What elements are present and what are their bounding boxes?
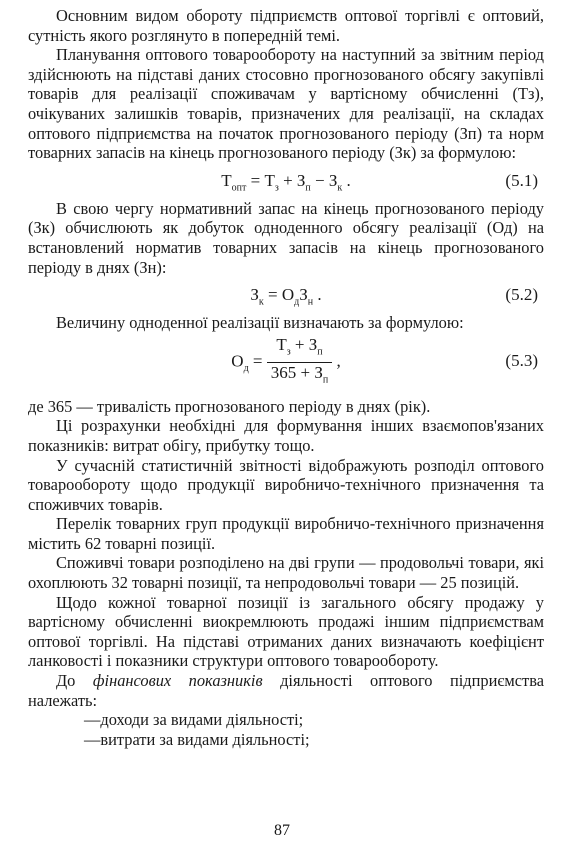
paragraph: Величину одноденної реалізації визначають за формулою: [56, 313, 464, 333]
paragraph: Планування оптового товарообороту на наступний за звітним період здійснюють на підставі даних стосовно прогнозованого обсягу закупівлі товарів для реалізації споживачам у вартісному обчисленні (Тз), очікуваних залишків товарів, призначених для реалізації, на складах оптового підприємства на початок прогнозованого періоду (Зп) та норм товарних запасів на кінець прогнозованого періоду (Зк) за формулою: [28, 45, 544, 163]
formula-number: (5.1) [505, 170, 538, 190]
list-item: —доходи за видами діяльності; [84, 710, 304, 730]
paragraph: В свою чергу нормативний запас на кінець прогнозованого періоду (Зк) обчислюють як добуток одноденного обсягу реалізації (Од) на встановлений норматив товарних запасів на кінець прогнозованого періоду в днях (Зн): [28, 198, 544, 277]
paragraph: У сучасній статистичній звітності відображують розподіл оптового товарообороту щодо продукції виробничо-технічного призначення та споживчих товарів. [28, 455, 544, 514]
list-item: —витрати за видами діяльності; [84, 729, 310, 749]
body-text [28, 6, 544, 749]
formula-number: (5.2) [505, 285, 538, 305]
fraction: $\frac{Т_з + З_п}{365 + З_п}$ [267, 335, 332, 390]
paragraph: Споживчі товари розподілено на дві групи — продовольчі товари, які охоплюють 32 товарні позиції, та непродовольчі товари — 25 позицій. [28, 553, 544, 593]
formula-expression: $З_к = О_дЗ_н$ . [250, 285, 322, 308]
formula-expression: $Т_{опт} = Т_з + З_п - З_к$ . [221, 170, 351, 194]
emphasis: фінансових показників [92, 671, 263, 691]
paragraph: Основним видом обороту підприємств оптової торгівлі є оптовий, сутність якого розглянуто в попередній темі. [28, 6, 544, 45]
page-number: 87 [274, 822, 290, 839]
formula-number: (5.3) [505, 350, 538, 370]
formula-5-2 [28, 277, 544, 313]
paragraph: До фінансових показників діяльності оптового підприємства належать: [28, 671, 545, 710]
formula-expression: $О_д$ = $\frac{Т_з + З_п}{365 + З_п}$ , [28, 335, 544, 390]
formula-5-3 [28, 333, 544, 397]
paragraph: де 365 — тривалість прогнозованого періоду в днях (рік). [28, 396, 431, 416]
paragraph: Перелік товарних груп продукції виробничо-технічного призначення містить 62 товарні позиції. [28, 514, 544, 553]
paragraph: Щодо кожної товарної позиції із загального обсягу продажу у вартісному обчисленні виокремлюють продажі іншим підприємствам оптової торгівлі. На підставі отриманих даних визначають коефіцієнт ланковості і показники структури оптового товарообороту. [28, 592, 544, 671]
formula-5-1 [28, 163, 544, 199]
paragraph: Ці розрахунки необхідні для формування інших взаємопов'язаних показників: витрат обігу, прибутку тощо. [28, 416, 544, 455]
